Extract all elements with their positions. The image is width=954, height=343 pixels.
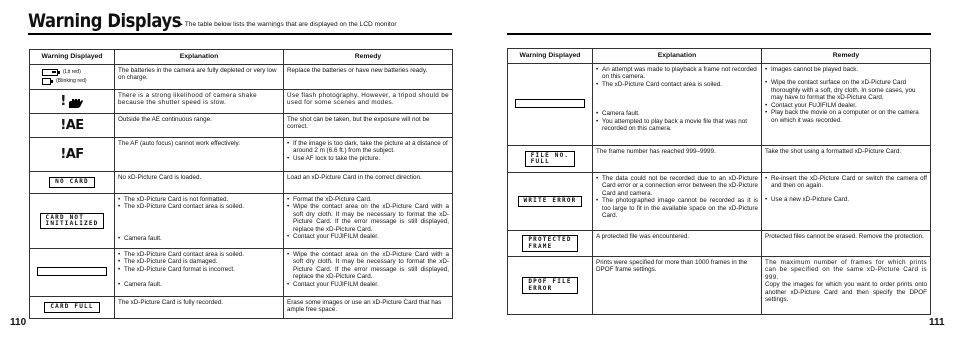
remedy-cell: Load an xD-Picture Card in the correct direction. [284,172,453,194]
header-warning-displayed: Warning Displayed [508,49,593,64]
list-item: • Re-insert the xD-Picture Card or switch the camera off and then on again. [765,175,927,190]
table-row [30,194,453,249]
warning-display-cell [30,65,115,90]
battery-lit-label: (Lit red) [63,69,81,76]
page-number-right: 111 [929,317,945,328]
list-item: • The xD-Picture Card contact area is soiled. [118,251,280,258]
table-row [508,173,931,231]
explanation-cell: Outside the AE continuous range. [115,114,284,138]
list-item: • Wipe the contact area on the xD-Picture Card with a soft dry cloth. It may be necessary to format the xD-Picture Card. If the error message is still displayed, replace the xD-Picture Card. [287,251,449,281]
list-item: • Contact your FUJIFILM dealer. [287,233,449,240]
warning-display-cell [508,146,593,173]
table-row [508,257,931,315]
warning-display-cell [30,249,115,297]
explanation-cell: Prints were specified for more than 1000 frames in the DPOF frame settings. [593,257,762,315]
header-explanation: Explanation [593,49,762,64]
table-row [30,297,453,319]
list-item: • Contact your FUJIFILM dealer. [765,102,927,109]
remedy-cell [284,194,453,249]
explanation-cell: The batteries in the camera are fully depleted or very low on charge. [115,65,284,90]
explanation-cell [115,194,284,249]
table-row [30,172,453,194]
remedy-cell [762,173,931,231]
warning-table-left [29,49,453,319]
title-divider [507,33,931,35]
warning-display-cell [30,138,115,172]
header-remedy: Remedy [284,50,453,65]
explanation-cell: The frame number has reached 999–9999. [593,146,762,173]
explanation-cell: The xD-Picture Card is fully recorded. [115,297,284,319]
remedy-cell: Take the shot using a formatted xD-Picture Card. [762,146,931,173]
list-item: • Camera fault. [596,110,758,117]
ae-warning-symbol: !AE [60,117,84,133]
table-row [30,138,453,172]
remedy-cell [762,257,931,315]
table-row [30,114,453,138]
table-header-row [508,49,931,64]
list-item: • Camera fault. [118,235,280,242]
table-row [30,249,453,297]
list-item: • The xD-Picture Card is damaged. [118,258,280,265]
warning-display-cell [508,64,593,146]
header-remedy: Remedy [762,49,931,64]
page-title: Warning Displays [28,10,181,32]
warning-display-cell [30,172,115,194]
battery-empty-icon [42,78,51,85]
explanation-cell [115,249,284,297]
table-row [30,90,453,114]
warning-display-cell [30,194,115,249]
list-item: • Play back the movie on a computer or on the camera on which it was recorded. [765,109,927,124]
protected-frame-display: PROTECTED FRAME [522,235,577,252]
list-item: • Wipe the contact surface on the xD-Picture Card thoroughly with a soft, dry cloth. In some cases, you may have to format the xD-Picture Card. [765,79,927,101]
list-item: • You attempted to play back a movie file that was not recorded on this camera. [596,118,758,133]
remedy-cell [284,138,453,172]
remedy-cell: Use flash photography. However, a tripod should be used for some scenes and modes. [284,90,453,114]
list-item: • Use AF lock to take the picture. [287,155,449,162]
battery-low-icon [42,69,58,76]
no-card-display: NO CARD [49,177,95,187]
list-item: • The xD-Picture Card format is incorrect. [118,266,280,273]
list-item: • Format the xD-Picture Card. [287,196,449,203]
blank-lcd-display [515,99,585,108]
warning-display-cell [30,114,115,138]
af-warning-symbol: !AF [60,146,84,162]
remedy-paragraph: Copy the images for which you want to order prints onto another xD-Picture Card and then specify the DPOF settings. [765,281,927,304]
page-number-left: 110 [10,317,27,328]
explanation-cell [593,64,762,146]
list-item: • If the image is too dark, take the picture at a distance of around 2 m (6.6 ft.) from the subject. [287,140,449,155]
blank-lcd-display [37,267,107,276]
remedy-cell: The shot can be taken, but the exposure will not be correct. [284,114,453,138]
camera-shake-icon: ! [60,93,66,109]
warning-display-cell [508,231,593,257]
header-warning-displayed: Warning Displayed [30,50,115,65]
write-error-display: WRITE ERROR [518,196,583,206]
remedy-cell: Replace the batteries or have new batteries ready. [284,65,453,90]
remedy-cell: Erase some images or use an xD-Picture Card that has ample free space. [284,297,453,319]
remedy-cell: Protected files cannot be erased. Remove the protection. [762,231,931,257]
table-row [30,65,453,90]
warning-table-right [507,48,931,315]
hand-shake-icon [68,98,84,109]
list-item: • The xD-Picture Card is not formatted. [118,196,280,203]
card-full-display: CARD FULL [44,302,99,312]
list-item: • Wipe the contact area on the xD-Picture Card with a soft dry cloth. It may be necessary to format the xD-Picture Card. If the error message is still displayed, replace the xD-Picture Card. [287,203,449,233]
list-item: • Images cannot be played back. [765,66,927,73]
title-divider [28,33,452,35]
remedy-cell [284,249,453,297]
explanation-cell: There is a strong likelihood of camera shake because the shutter speed is slow. [115,90,284,114]
warning-display-cell [508,173,593,231]
list-item: • Contact your FUJIFILM dealer. [287,281,449,288]
list-item: • Camera fault. [118,281,280,288]
list-item: • Use a new xD-Picture Card. [765,196,927,203]
dpof-file-error-display: DPOF FILE ERROR [522,277,577,294]
warning-display-cell [30,297,115,319]
header-explanation: Explanation [115,50,284,65]
explanation-cell [593,173,762,231]
warning-display-cell [30,90,115,114]
list-item: • The xD-Picture Card contact area is soiled. [118,203,280,210]
list-item: • The xD-Picture Card contact area is soiled. [596,81,758,88]
battery-blinking-label: (Blinking red) [56,78,87,85]
page-intro-note: ▶ The table below lists the warnings that are displayed on the LCD monitor [178,21,397,28]
remedy-cell [762,64,931,146]
list-item: • The photographed image cannot be recorded as it is too large to fit in the available space on the xD-Picture Card. [596,197,758,219]
explanation-cell: No xD-Picture Card is loaded. [115,172,284,194]
explanation-cell: A protected file was encountered. [593,231,762,257]
list-item: • The data could not be recorded due to an xD-Picture Card error or a connection error between the xD-Picture Card and camera. [596,175,758,197]
explanation-cell: The AF (auto focus) cannot work effectively. [115,138,284,172]
warning-display-cell [508,257,593,315]
table-header-row [30,50,453,65]
file-no-full-display: FILE NO. FULL [525,151,576,168]
table-row [508,146,931,173]
card-not-initialized-display: CARD NOT INITIALIZED [40,213,105,230]
remedy-paragraph: The maximum number of frames for which prints can be specified on the same xD-Picture Card is 999. [765,259,927,281]
table-row [508,64,931,146]
list-item: • An attempt was made to playback a frame not recorded on this camera. [596,66,758,81]
table-row [508,231,931,257]
